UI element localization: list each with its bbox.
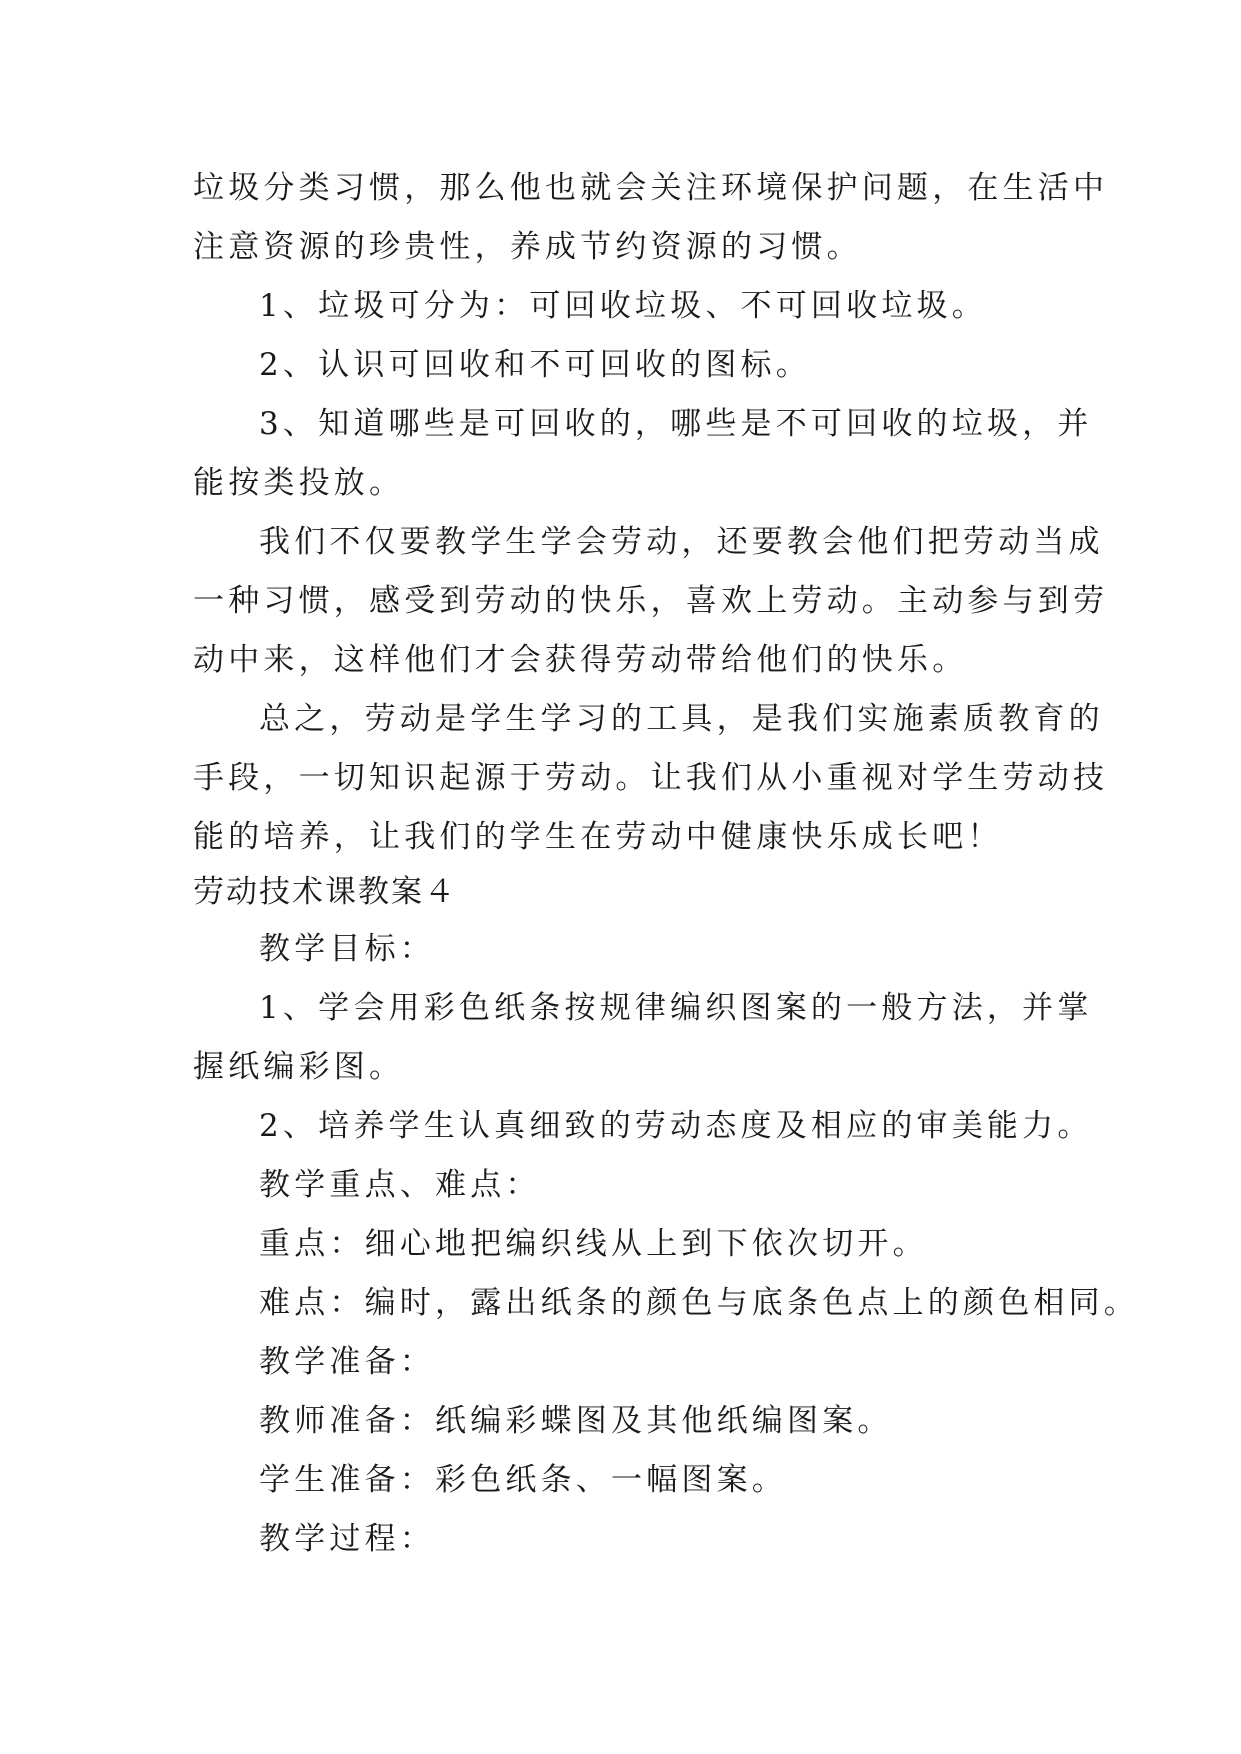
paragraph-line: 教师准备：纸编彩蝶图及其他纸编图案。: [259, 1403, 893, 1439]
paragraph-line: 能按类投放。: [193, 465, 405, 501]
paragraph-line: 重点：细心地把编织线从上到下依次切开。: [259, 1226, 928, 1262]
paragraph-line: 垃圾分类习惯，那么他也就会关注环境保护问题，在生活中: [193, 170, 1109, 206]
list-item: 2、培养学生认真细致的劳动态度及相应的审美能力。: [259, 1108, 1093, 1144]
paragraph-line: 一种习惯，感受到劳动的快乐，喜欢上劳动。主动参与到劳: [193, 583, 1109, 619]
document-body: [193, 159, 1139, 1569]
paragraph-line: 教学过程：: [259, 1521, 435, 1557]
list-item: 1、垃圾可分为：可回收垃圾、不可回收垃圾。: [259, 288, 987, 324]
paragraph-line: 握纸编彩图。: [193, 1049, 405, 1085]
paragraph-line: 教学目标：: [259, 931, 435, 967]
paragraph-line: 学生准备：彩色纸条、一幅图案。: [259, 1462, 787, 1498]
paragraph-line: 教学重点、难点：: [259, 1167, 541, 1203]
paragraph-line: 我们不仅要教学生学会劳动，还要教会他们把劳动当成: [259, 524, 1104, 560]
paragraph-line: 注意资源的珍贵性，养成节约资源的习惯。: [193, 229, 862, 265]
paragraph-line: 手段，一切知识起源于劳动。让我们从小重视对学生劳动技: [193, 760, 1109, 796]
paragraph-line: 总之，劳动是学生学习的工具，是我们实施素质教育的: [259, 701, 1104, 737]
list-item: 2、认识可回收和不可回收的图标。: [259, 347, 811, 383]
paragraph-line: 能的培养，让我们的学生在劳动中健康快乐成长吧！: [193, 819, 1003, 855]
paragraph-line: 动中来，这样他们才会获得劳动带给他们的快乐。: [193, 642, 968, 678]
list-item: 1、学会用彩色纸条按规律编织图案的一般方法，并掌: [259, 990, 1093, 1026]
paragraph-line: 难点：编时，露出纸条的颜色与底条色点上的颜色相同。: [259, 1285, 1139, 1321]
section-heading: 劳动技术课教案４: [193, 874, 457, 910]
list-item: 3、知道哪些是可回收的，哪些是不可回收的垃圾，并: [259, 406, 1093, 442]
paragraph-line: 教学准备：: [259, 1344, 435, 1380]
